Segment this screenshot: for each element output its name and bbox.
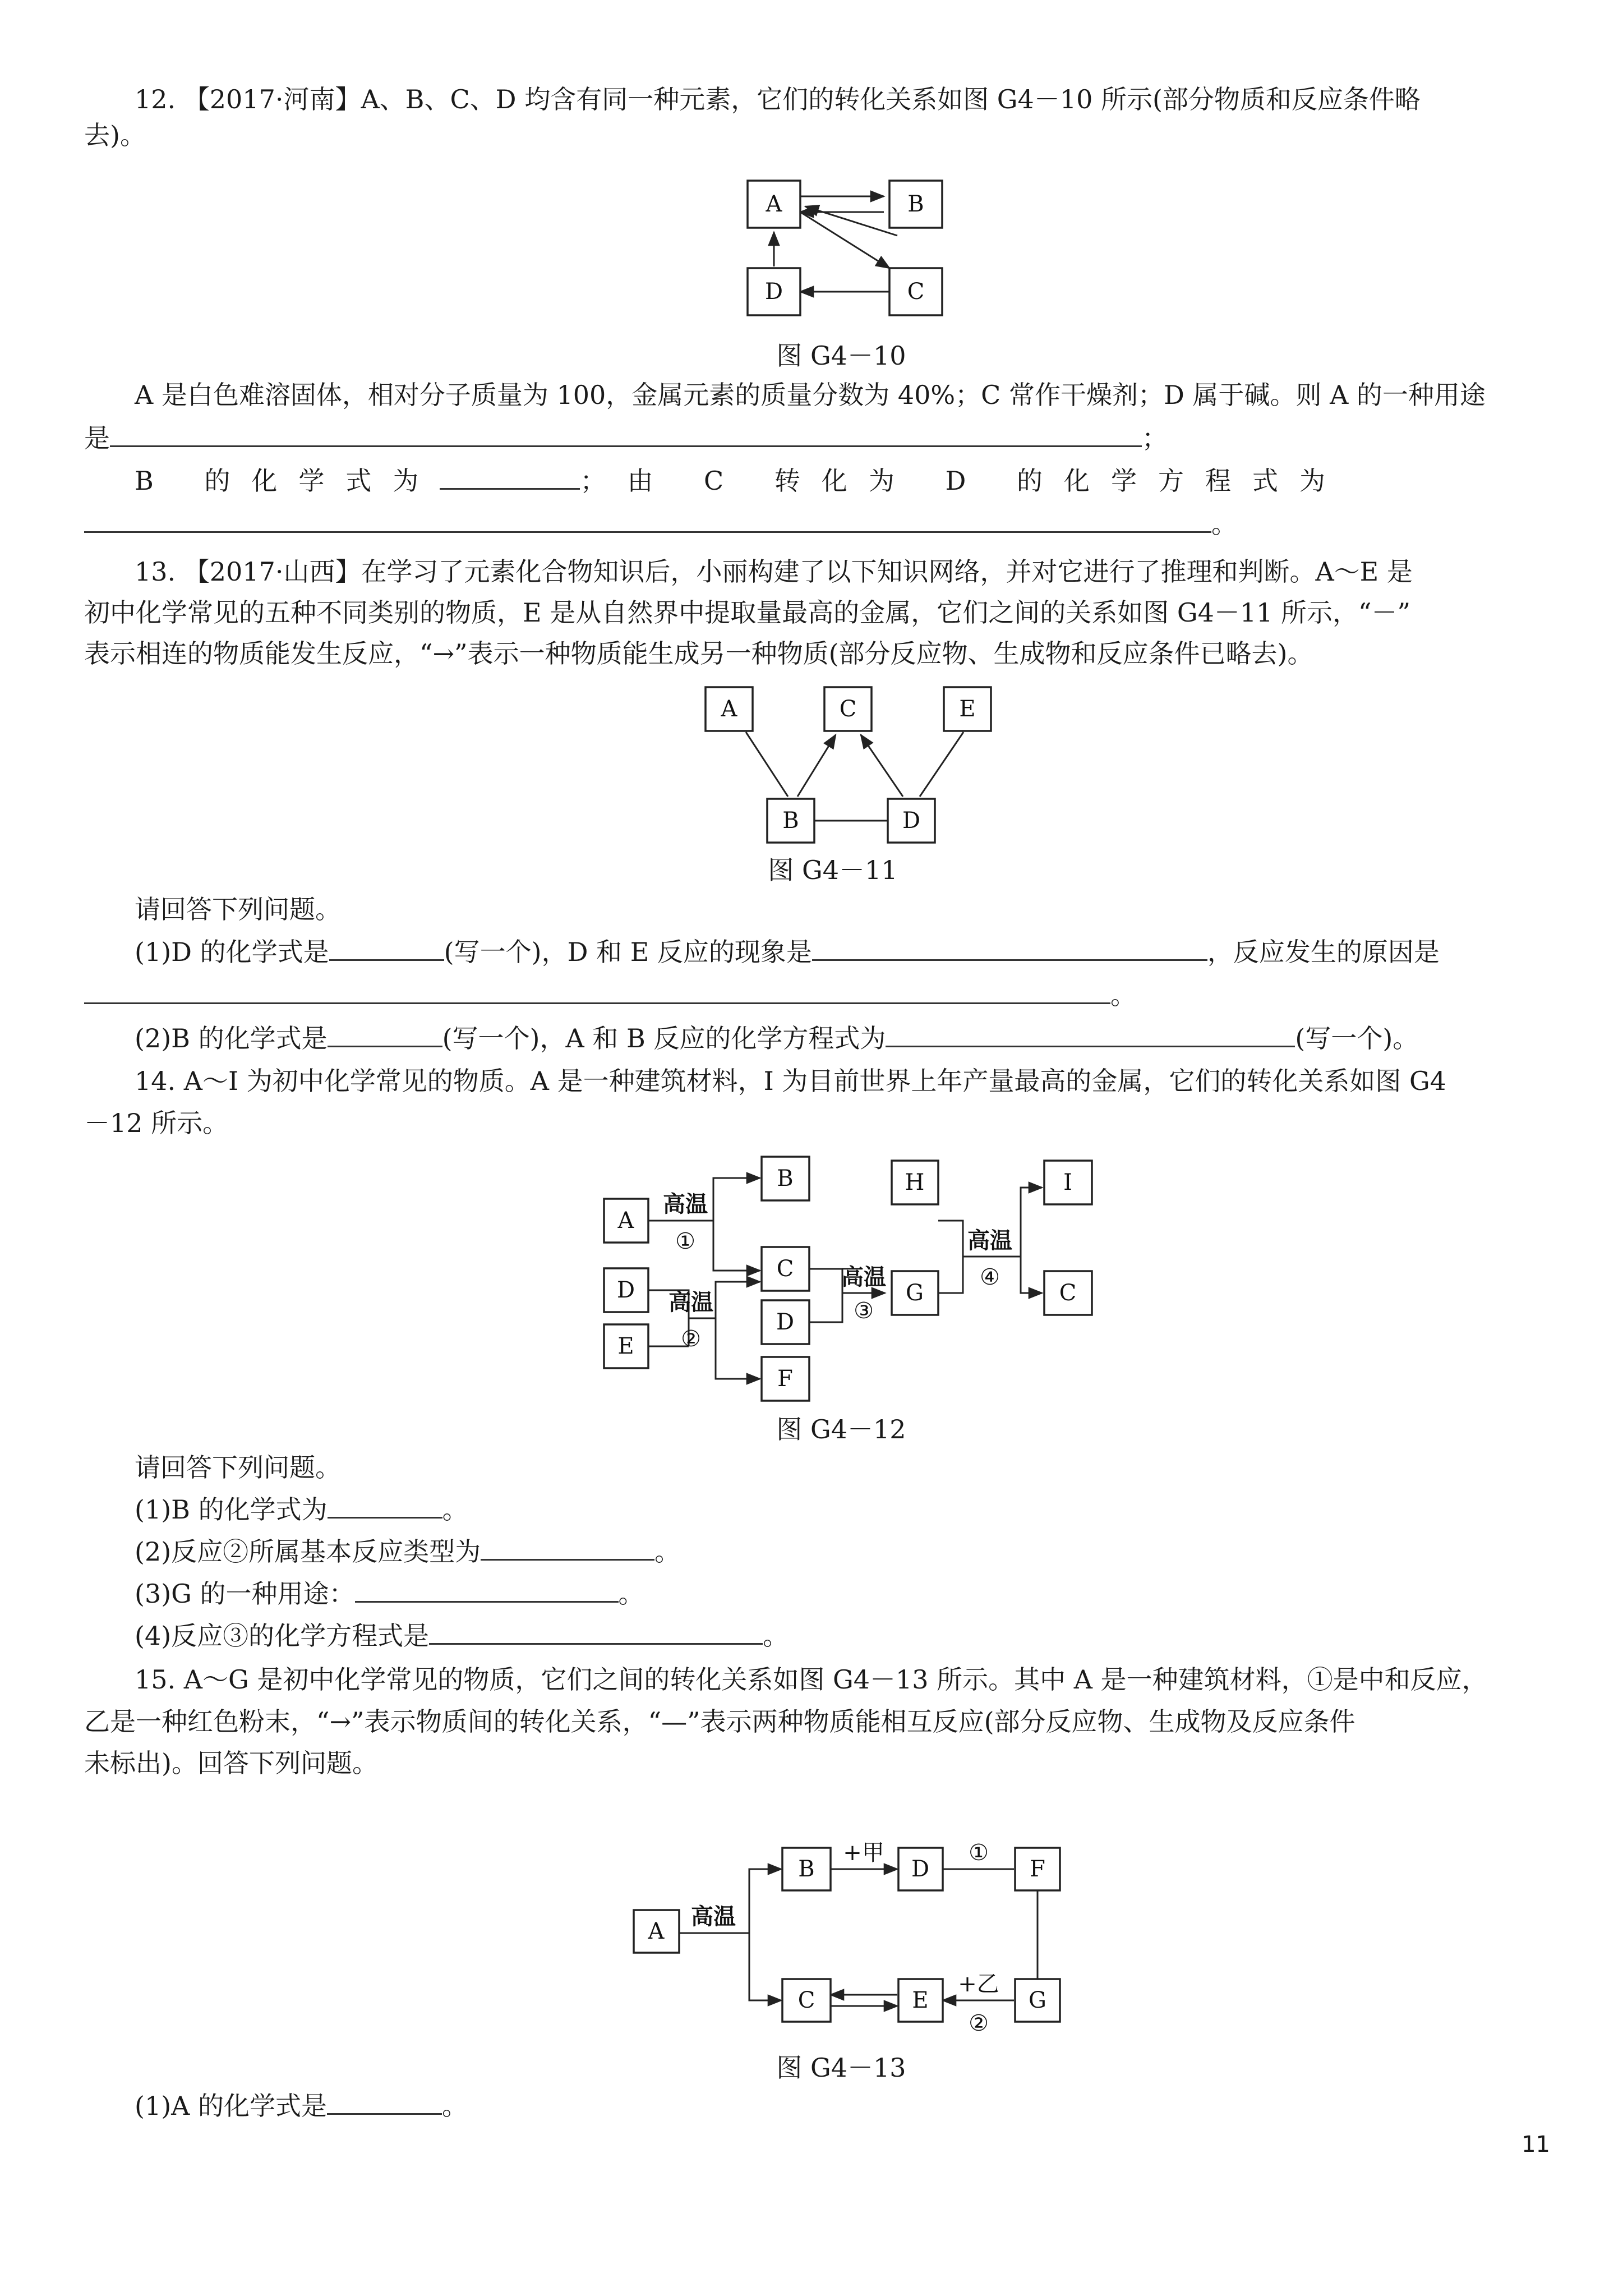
q14-p1-a: (1)B 的化学式为 <box>135 1494 328 1525</box>
q12-text3 <box>135 464 1347 497</box>
q14-equation-blank[interactable] <box>429 1619 763 1645</box>
reaction-1-number: ① <box>969 1840 989 1866</box>
q13-p2 <box>135 1022 1418 1055</box>
q13-p1-b: (写一个)，D 和 E 反应的现象是 <box>444 937 812 967</box>
node-c2-label: C <box>1059 1280 1077 1306</box>
q14-p4-a: (4)反应③的化学方程式是 <box>135 1621 430 1651</box>
edge-a-b <box>746 732 788 797</box>
q13-p1-a: (1)D 的化学式是 <box>135 937 329 967</box>
q14-p3-a: (3)G 的一种用途： <box>135 1579 355 1609</box>
q12-b-formula-blank[interactable] <box>440 464 580 490</box>
q13-p1-d: 。 <box>1110 980 1136 1010</box>
q15-p1-a: (1)A 的化学式是 <box>135 2091 328 2121</box>
q12-text2 <box>84 422 1168 454</box>
node-c-label: C <box>776 1256 794 1282</box>
q14-reaction-type-blank[interactable] <box>481 1535 654 1561</box>
q13-reason-blank[interactable] <box>84 979 1110 1004</box>
node-c-label: C <box>797 1987 815 2013</box>
edge-b-a-diag <box>805 206 897 236</box>
caption-g4-12: 图 G4－12 <box>776 1414 906 1444</box>
edge-a-b <box>749 1869 781 1933</box>
q15-p1-b: 。 <box>442 2091 468 2121</box>
diagram-g4-13 <box>634 1840 1060 2036</box>
q15-line2: 乙是一种红色粉末，“→”表示物质间的转化关系，“—”表示两种物质能相互反应(部分反应物、生成物及反应条件 <box>84 1706 1355 1737</box>
reaction-high-temp: 高温 <box>691 1903 736 1930</box>
q14-p2-a: (2)反应②所属基本反应类型为 <box>135 1536 481 1567</box>
node-a-label: A <box>617 1208 634 1234</box>
reaction-3-condition: 高温 <box>841 1264 886 1290</box>
q12-text3-prefix: B 的化学式为 <box>135 466 440 496</box>
q13-p1-c: ，反应发生的原因是 <box>1207 937 1440 967</box>
q13-b-formula-blank[interactable] <box>328 1022 442 1047</box>
node-a-label: A <box>766 191 782 217</box>
q14-g-use-blank[interactable] <box>355 1577 619 1603</box>
caption-g4-11: 图 G4－11 <box>768 855 898 885</box>
edge-to-i <box>1021 1188 1042 1257</box>
q12-text4-suffix: 。 <box>1211 509 1237 539</box>
q14-line1: 14. A～I 为初中化学常见的物质。A 是一种建筑材料，I 为目前世界上年产量最高的金属，它们的转化关系如图 G4 <box>135 1066 1447 1096</box>
q12-text2-suffix: ； <box>1142 423 1168 453</box>
reaction-2-number: ② <box>969 2010 989 2036</box>
q15-line1: 15. A～G 是初中化学常见的物质，它们之间的转化关系如图 G4－13 所示。其中 A 是一种建筑材料，①是中和反应， <box>135 1664 1488 1695</box>
q14-prompt: 请回答下列问题。 <box>135 1452 341 1483</box>
node-b-label: B <box>798 1856 815 1882</box>
q15-line3: 未标出)。回答下列问题。 <box>84 1748 378 1778</box>
q14-p3 <box>135 1577 644 1610</box>
edge-d-c <box>861 735 903 797</box>
edge-e-d <box>920 732 963 797</box>
q13-phenomenon-blank[interactable] <box>812 936 1207 961</box>
q13-p2-a: (2)B 的化学式是 <box>135 1023 328 1053</box>
q15-a-formula-blank[interactable] <box>327 2090 442 2115</box>
node-f-label: F <box>1030 1856 1045 1882</box>
edge-to-f <box>716 1318 760 1379</box>
label-jia: +甲 <box>843 1840 884 1866</box>
node-e-label: E <box>912 1987 929 2013</box>
q14-p2-b: 。 <box>654 1536 681 1567</box>
q13-p2-b: (写一个)，A 和 B 反应的化学方程式为 <box>442 1023 886 1053</box>
q12-equation-blank[interactable] <box>84 508 1211 533</box>
node-g-label: G <box>906 1280 924 1306</box>
q14-p1 <box>135 1493 468 1526</box>
node-b-label: B <box>907 191 924 217</box>
node-d-label: D <box>764 279 783 305</box>
q14-b-formula-blank[interactable] <box>328 1493 442 1519</box>
q12-text3-suffix: ；由 C 转化为 D 的化学方程式为 <box>580 466 1347 496</box>
diagram-g4-12 <box>604 1157 1092 1401</box>
reaction-4-number: ④ <box>980 1264 1000 1290</box>
q13-d-formula-blank[interactable] <box>329 936 444 961</box>
reaction-4-condition: 高温 <box>967 1227 1012 1254</box>
edge-a-c <box>800 212 889 268</box>
reaction-1-condition: 高温 <box>663 1191 708 1217</box>
diagram-g4-10 <box>748 181 942 315</box>
edge-b-c <box>797 735 836 797</box>
q13-p1-cont <box>84 979 1136 1011</box>
edge-c-d-bracket <box>809 1269 842 1322</box>
node-e-label: E <box>959 696 976 722</box>
node-d-label: D <box>616 1277 635 1303</box>
node-d2-label: D <box>776 1309 795 1335</box>
diagram-g4-11 <box>706 687 991 843</box>
node-a-label: A <box>648 1918 665 1944</box>
label-yi: +乙 <box>958 1971 999 1997</box>
q12-text2-prefix: 是 <box>84 423 110 453</box>
node-c-label: C <box>907 279 925 305</box>
edge-to-c <box>716 1282 760 1318</box>
q14-line2: －12 所示。 <box>84 1108 229 1138</box>
node-i-label: I <box>1063 1170 1072 1195</box>
q13-p1 <box>135 936 1440 968</box>
q13-line1: 13. 【2017·山西】在学习了元素化合物知识后，小丽构建了以下知识网络，并对它进行了推理和判断。A～E 是 <box>135 556 1413 587</box>
edge-a-c <box>713 1221 760 1271</box>
reaction-3-number: ③ <box>854 1298 874 1324</box>
q14-p4 <box>135 1619 789 1652</box>
q13-equation-blank[interactable] <box>886 1022 1295 1047</box>
q12-use-blank[interactable] <box>110 422 1142 447</box>
edge-a-c <box>749 1933 781 2000</box>
node-a-label: A <box>721 696 737 722</box>
q14-p2 <box>135 1535 680 1568</box>
page-number: 11 <box>1521 2132 1550 2157</box>
node-g-label: G <box>1029 1987 1046 2013</box>
q12-line2: 去)。 <box>84 120 146 150</box>
q13-line2: 初中化学常见的五种不同类别的物质，E 是从自然界中提取量最高的金属，它们之间的关系如图 G4－11 所示，“－” <box>84 597 1411 628</box>
node-c-label: C <box>839 696 857 722</box>
caption-g4-10: 图 G4－10 <box>776 341 906 371</box>
node-d-label: D <box>911 1856 930 1882</box>
node-b-label: B <box>782 808 799 834</box>
node-b-label: B <box>777 1166 794 1191</box>
q14-p1-b: 。 <box>442 1494 468 1525</box>
node-h-label: H <box>905 1170 925 1195</box>
reaction-1-number: ① <box>675 1228 695 1254</box>
node-d-label: D <box>902 808 921 834</box>
q12-line1: 12. 【2017·河南】A、B、C、D 均含有同一种元素，它们的转化关系如图 G4－10 所示(部分物质和反应条件略 <box>135 84 1421 114</box>
node-f-label: F <box>777 1366 793 1392</box>
q13-p2-c: (写一个)。 <box>1295 1023 1419 1053</box>
q13-prompt: 请回答下列问题。 <box>135 894 341 924</box>
q15-p1 <box>135 2090 468 2122</box>
node-e-label: E <box>617 1333 634 1359</box>
q12-text4 <box>84 508 1237 540</box>
q14-p4-b: 。 <box>763 1621 789 1651</box>
caption-g4-13: 图 G4－13 <box>776 2053 906 2083</box>
edge-h-g-bracket <box>938 1221 963 1293</box>
q12-text1: A 是白色难溶固体，相对分子质量为 100，金属元素的质量分数为 40%；C 常作干燥剂；D 属于碱。则 A 的一种用途 <box>135 380 1486 410</box>
q14-p3-b: 。 <box>618 1579 644 1609</box>
edge-to-c2 <box>1021 1257 1042 1293</box>
reaction-2-number: ② <box>681 1326 701 1352</box>
reaction-2-condition: 高温 <box>668 1289 713 1315</box>
q13-line3: 表示相连的物质能发生反应，“→”表示一种物质能生成另一种物质(部分反应物、生成物和反应条件已略去)。 <box>84 638 1313 669</box>
